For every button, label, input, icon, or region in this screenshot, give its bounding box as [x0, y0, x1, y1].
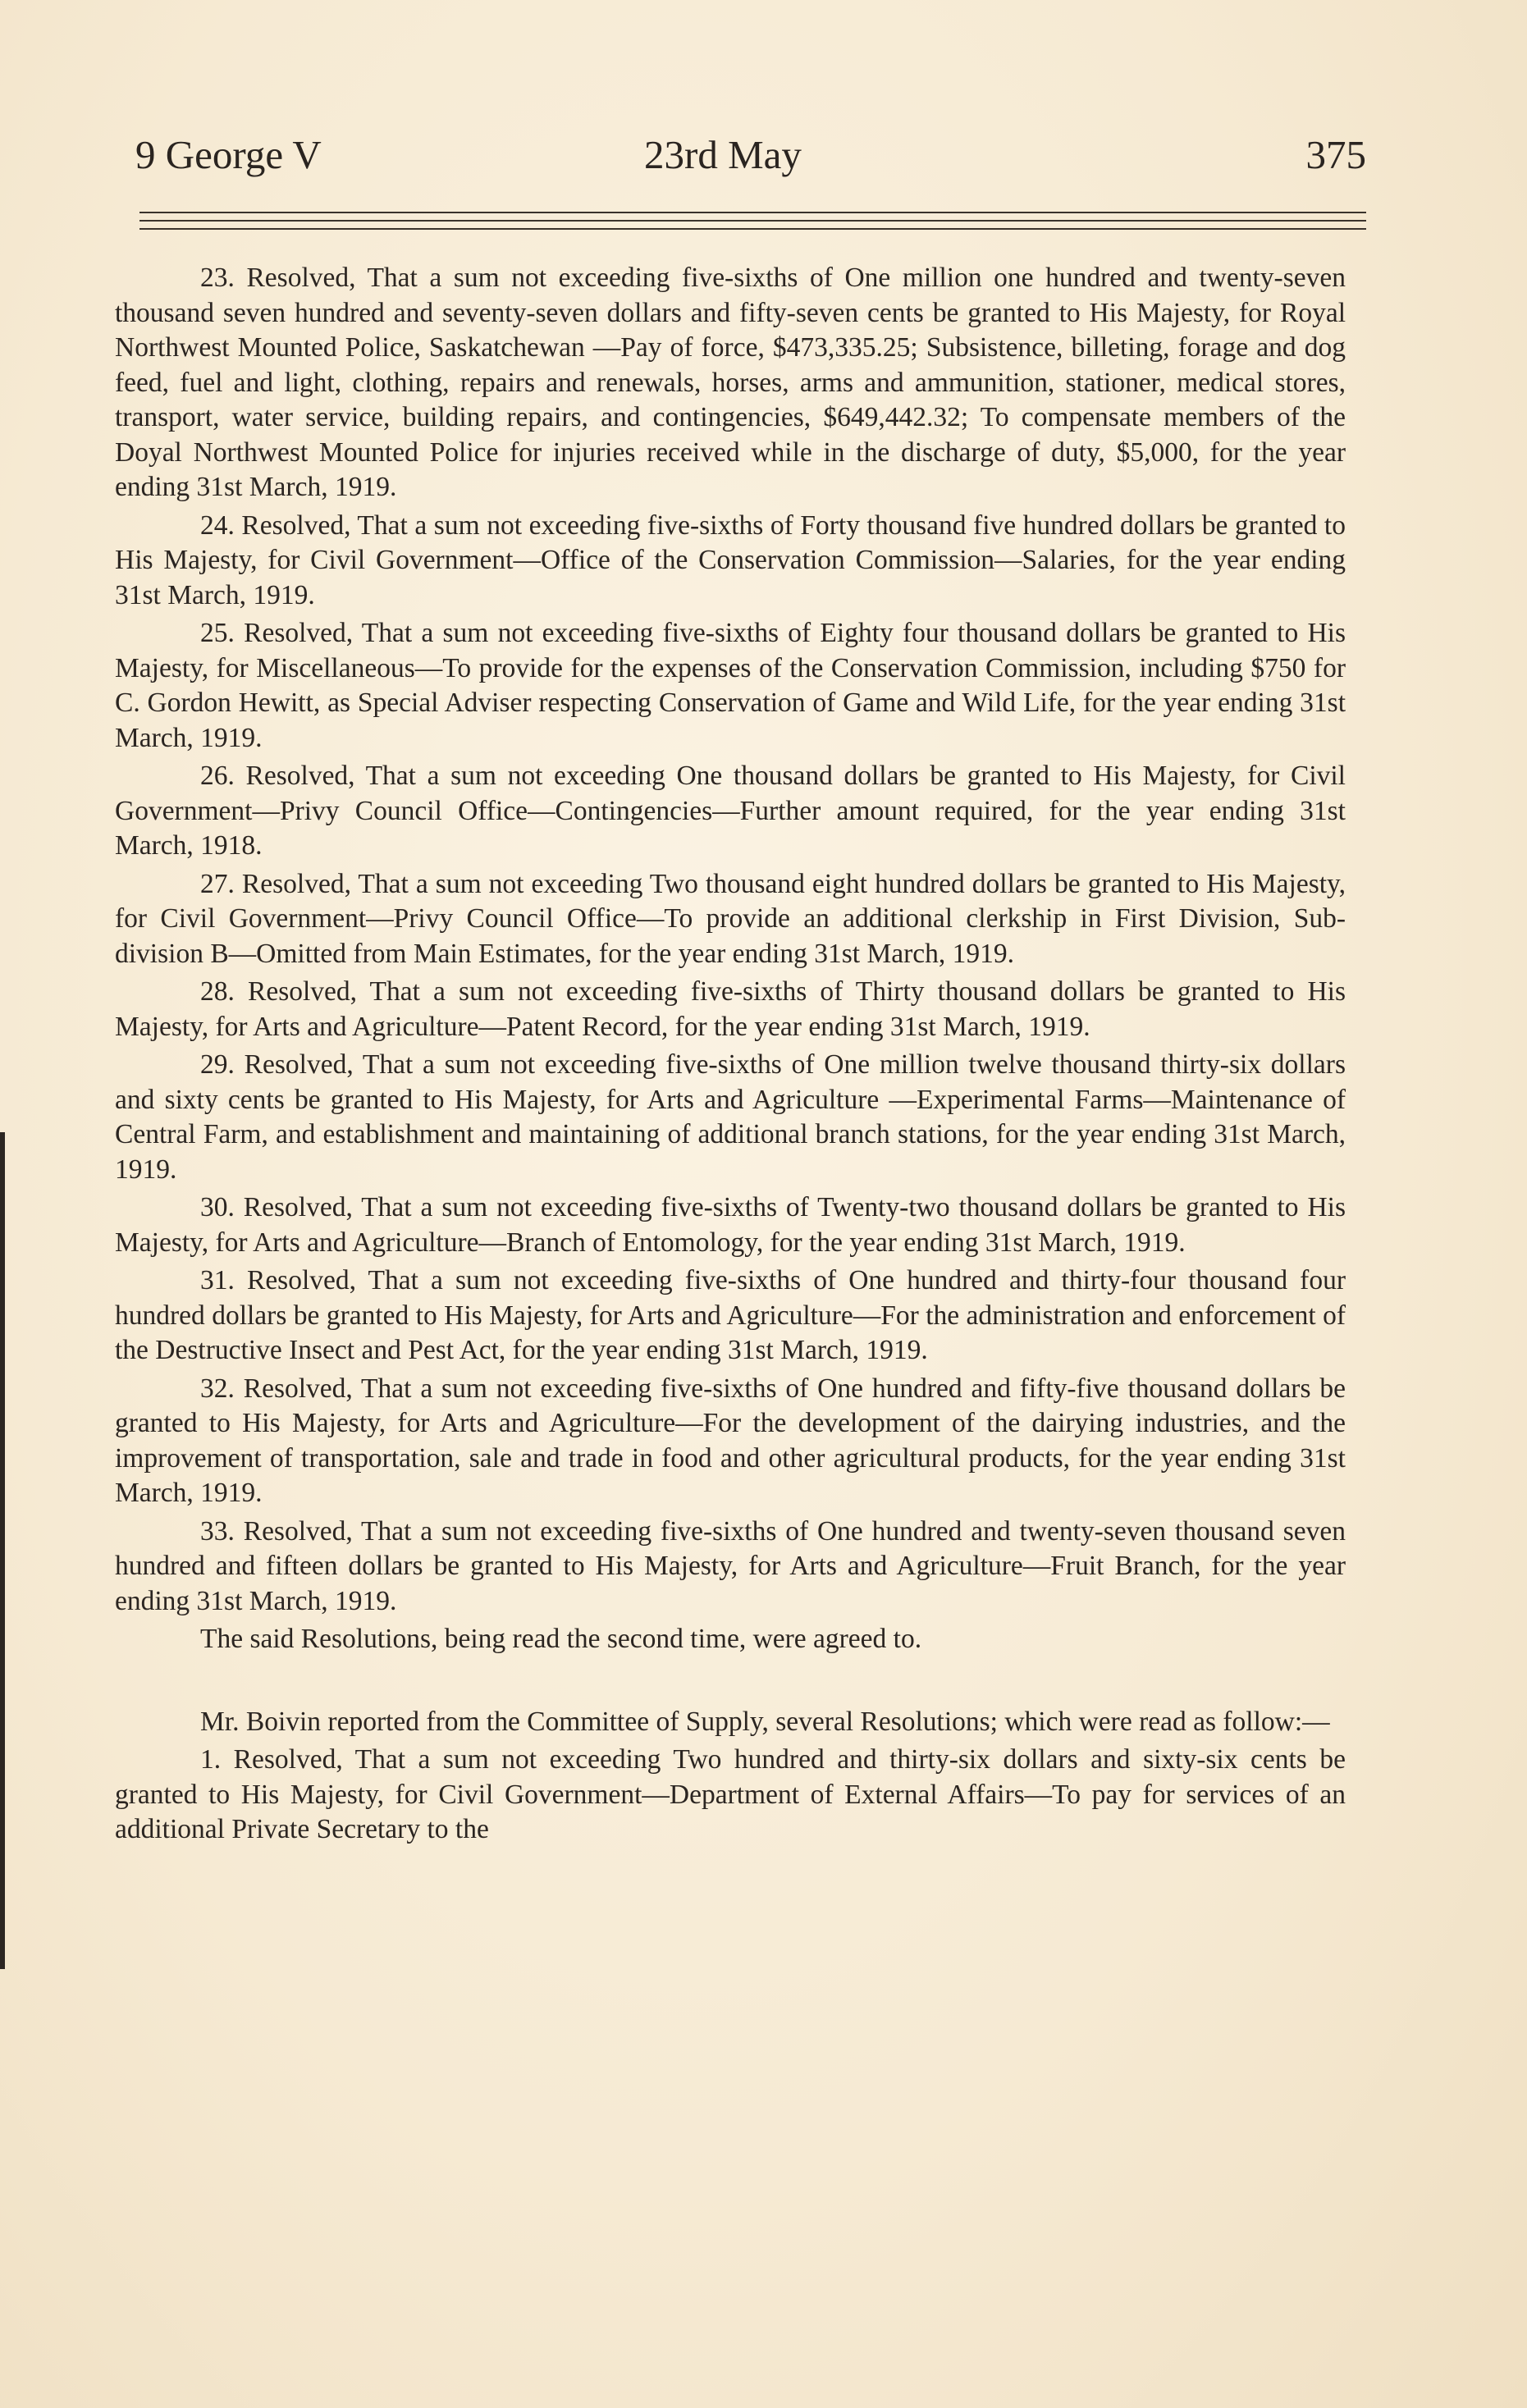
page-number: 375 — [1305, 132, 1366, 177]
session-label: 9 George V — [135, 132, 322, 177]
resolution-30: 30. Resolved, That a sum not exceeding five-sixths of Twenty-two thousand dollars be granted to His Majesty, for Arts and Agriculture—Branch of Entomology, for the year ending 31st March, 1919. — [115, 1192, 1346, 1258]
header-rule — [139, 220, 1366, 222]
resolution-25: 25. Resolved, That a sum not exceeding five-sixths of Eighty four thousand dollars be granted to His Majesty, for Miscellaneous—To provide for the expenses of the Conservation Commission, including $750 for C. Gordon Hewitt, as Special Adviser respecting Conservation of Game and Wild Life, for the year ending 31st March, 1919. — [115, 618, 1346, 753]
resolution-33: 33. Resolved, That a sum not exceeding five-sixths of One hundred and twenty-seven thousand seven hundred and fifteen dollars be granted to His Majesty, for Arts and Agriculture—Fruit Branch, for the year ending 31st March, 1919. — [115, 1515, 1346, 1616]
page-body — [115, 261, 1346, 1851]
resolution-1: 1. Resolved, That a sum not exceeding Two hundred and thirty-six dollars and sixty-six cents be granted to His Majesty, for Civil Government—Department of External Affairs—To pay for services of an additional Private Secretary to the — [115, 1744, 1346, 1844]
resolution-23: 23. Resolved, That a sum not exceeding five-sixths of One million one hundred and twenty-seven thousand seven hundred and seventy-seven dollars and fifty-seven cents be granted to His Majesty, for Royal Northwest Mounted Police, Saskatchewan —Pay of force, $473,335.25; Subsistence, billeting, forage and dog feed, fuel and light, clothing, repairs and renewals, horses, arms and ammunition, stationer, medical stores, transport, water service, building repairs, and contingencies, $649,442.32; To compensate members of the Doyal Northwest Mounted Police for injuries received while in the discharge of duty, $5,000, for the year ending 31st March, 1919. — [115, 263, 1346, 502]
resolution-32: 32. Resolved, That a sum not exceeding five-sixths of One hundred and fifty-five thousand dollars be granted to His Majesty, for Arts and Agriculture—For the development of the dairying industries, and the improvement of transportation, sale and trade in food and other agricultural products, for the year ending 31st March, 1919. — [115, 1373, 1346, 1508]
resolution-29: 29. Resolved, That a sum not exceeding five-sixths of One million twelve thousand thirty-six dollars and sixty cents be granted to His Majesty, for Arts and Agriculture —Experimental Farms—Maintenance of Central Farm, and establishment and maintaining of additional branch stations, for the year ending 31st March, 1919. — [115, 1049, 1346, 1185]
resolution-24: 24. Resolved, That a sum not exceeding five-sixths of Forty thousand five hundred dollars be granted to His Majesty, for Civil Government—Office of the Conservation Commission—Salaries, for the year ending 31st March, 1919. — [115, 509, 1346, 610]
committee-report: Mr. Boivin reported from the Committee of Supply, several Resolutions; which were read as follow:— — [200, 1706, 1330, 1737]
page-edge-shadow — [0, 1132, 5, 1969]
resolution-27: 27. Resolved, That a sum not exceeding Two thousand eight hundred dollars be granted to His Majesty, for Civil Government—Privy Council Office—To provide an additional clerkship in First Division, Sub-division B—Omitted from Main Estimates, for the year ending 31st March, 1919. — [115, 868, 1346, 969]
agreement-statement: The said Resolutions, being read the second time, were agreed to. — [200, 1624, 922, 1654]
page-header — [135, 123, 1366, 189]
date-label: 23rd May — [644, 132, 802, 177]
header-rule — [139, 212, 1366, 213]
resolution-31: 31. Resolved, That a sum not exceeding five-sixths of One hundred and thirty-four thousand four hundred dollars be granted to His Majesty, for Arts and Agriculture—For the administration and enforcement of the Destructive Insect and Pest Act, for the year ending 31st March, 1919. — [115, 1265, 1346, 1365]
resolution-28: 28. Resolved, That a sum not exceeding five-sixths of Thirty thousand dollars be granted to His Majesty, for Arts and Agriculture—Patent Record, for the year ending 31st March, 1919. — [115, 976, 1346, 1042]
resolution-26: 26. Resolved, That a sum not exceeding One thousand dollars be granted to His Majesty, for Civil Government—Privy Council Office—Contingencies—Further amount required, for the year ending 31st March, 1918. — [115, 761, 1346, 861]
header-rule — [139, 228, 1366, 230]
